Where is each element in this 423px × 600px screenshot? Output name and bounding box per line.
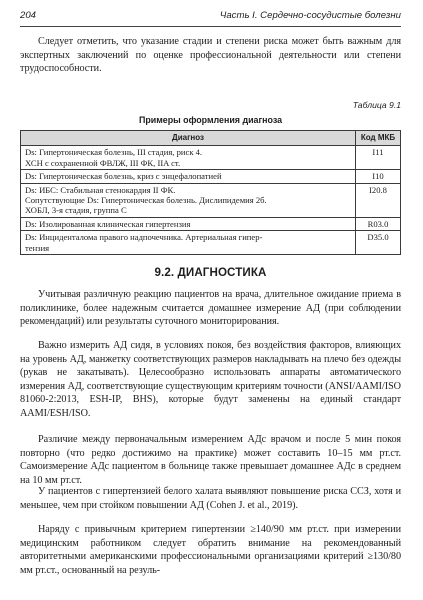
icd-code-cell: D35.0	[356, 231, 401, 255]
table-row	[21, 217, 401, 230]
page-number: 204	[20, 10, 37, 21]
diagnosis-line: Ds: Гипертоническая болезнь, III стадия, риск 4.	[25, 147, 203, 158]
running-header	[20, 9, 401, 24]
column-header-diagnosis: Диагноз	[21, 131, 356, 146]
diagnosis-cell	[21, 231, 356, 255]
table-caption: Таблица 9.1	[352, 100, 401, 110]
icd-code-cell: I11	[356, 146, 401, 170]
diagnosis-line: Сопутствующие Ds: Гипертоническая болезнь. Дислипидемия 2б.	[25, 195, 267, 206]
table-row	[21, 183, 401, 217]
body-paragraph: Различие между первоначальным измерением АДс врачом и после 5 мин покоя повторно (что редко достижимо на практике) может составить 10–15 мм рт.ст. Самоизмерение АДс пациентом в больнице также превышает домашнее АДс в среднем на 10 мм рт.ст.	[20, 434, 401, 486]
running-title: Часть I. Сердечно-сосудистые болезни	[219, 10, 401, 21]
body-paragraph: Учитывая различную реакцию пациентов на врача, длительное ожидание приема в поликлинике, более надежным считается домашнее измерение АД (при соблюдении рекомендаций) или результаты суточного мониторирования.	[20, 289, 401, 328]
diagnosis-table	[20, 130, 401, 255]
diagnosis-line: ХОБЛ, 3-я стадия, группа С	[25, 205, 127, 216]
table-title: Примеры оформления диагноза	[138, 115, 283, 125]
diagnosis-cell	[21, 183, 356, 217]
diagnosis-line: Ds: ИБС: Стабильная стенокардия II ФК.	[25, 184, 176, 195]
diagnosis-line: Ds: Изолированная клиническая гипертензия	[25, 218, 191, 229]
diagnosis-cell	[21, 146, 356, 170]
table-row	[21, 146, 401, 170]
icd-code-cell: R03.0	[356, 217, 401, 230]
column-header-icd-code: Код МКБ	[356, 131, 401, 146]
body-paragraph: Наряду с привычным критерием гипертензии ≥140/90 мм рт.ст. при измерении медицинским работником следует обратить внимание на рекомендованный авторитетными американскими профессиональными организациями критерий ≥130/80 мм рт.ст., основанный на резуль-	[20, 524, 401, 576]
table-header-row	[21, 131, 401, 146]
diagnosis-line: Ds: Гипертоническая болезнь, криз с энцефалопатией	[25, 171, 222, 182]
icd-code-cell: I20.8	[356, 183, 401, 217]
section-heading: 9.2. ДИАГНОСТИКА	[154, 266, 267, 279]
intro-paragraph: Следует отметить, что указание стадии и степени риска может быть важным для экспертных заключений по оценке профессиональной деятельности или степени трудоспособности.	[20, 36, 401, 75]
diagnosis-cell	[21, 170, 356, 183]
icd-code-cell: I10	[356, 170, 401, 183]
diagnosis-line: ХСН с сохраненной ФВЛЖ, III ФК, IIA ст.	[25, 157, 181, 168]
diagnosis-line: Ds: Инциденталома правого надпочечника. Артериальная гипер-	[25, 232, 263, 243]
header-rule	[20, 26, 401, 27]
body-paragraph: У пациентов с гипертензией белого халата выявляют повышение риска ССЗ, хотя и меньшее, чем при стойком повышении АД (Cohen J. et al., 2019).	[20, 486, 401, 511]
body-paragraph: Важно измерить АД сидя, в условиях покоя, без воздействия факторов, влияющих на уровень АД, манжетку соответствующих размеров накладывать на плечо без одежды (рукав не закатывать). Целесообразно использовать аппараты автоматического измерения АД, соответствующие существующим критериям точности (ANSI/AAMI/ISO 81060-2:2013, ESH-IP, BHS), которые будут заменены на единый стандарт AAMI/ESH/ISO.	[20, 340, 401, 419]
diagnosis-line: тензия	[25, 242, 50, 253]
table-row	[21, 231, 401, 255]
table-row	[21, 170, 401, 183]
diagnosis-cell	[21, 217, 356, 230]
